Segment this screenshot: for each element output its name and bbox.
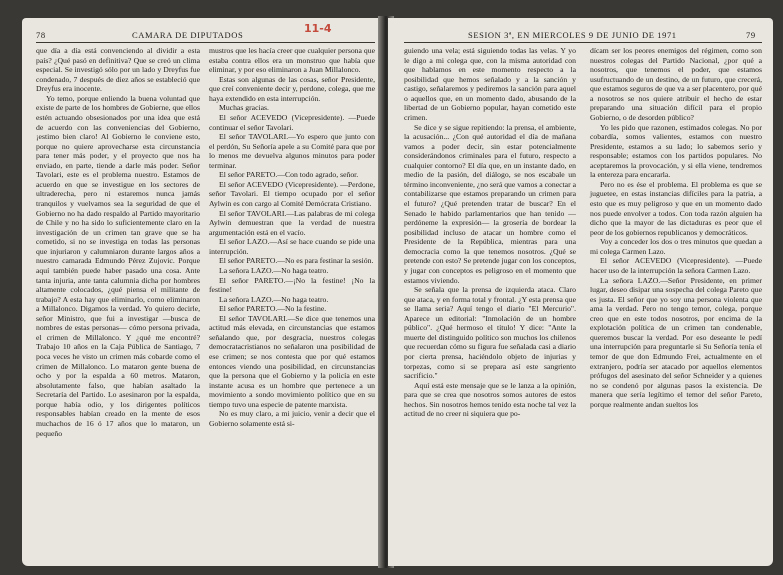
paragraph: El señor PARETO.—Con todo agrado, señor. — [219, 170, 359, 180]
header-rule — [404, 42, 762, 43]
paragraph: No es muy claro, a mi juicio, venir a decir que el Gobierno solamente está si- — [209, 409, 375, 428]
paragraph: El señor LAZO.—Así se hace cuando se pide una interrupción. — [209, 237, 375, 256]
right-column-1 — [404, 46, 576, 419]
paragraph: dícam ser los peores enemigos del régimen, como son nuestros colegas del Partido Nacional, ¿por qué a nosotros, que tenemos el poder, que estamos usufructuando de un destino, de un futuro, que crecerá, que estamos seguros de que va a ser placentero, por qué a nosotros se nos quiere atribuir el hecho de estar preparando una situación difícil para el propio Gobierno, o de desorden público? — [590, 46, 762, 122]
paragraph: El señor TAVOLARI.—Yo espero que junto con el perdón, Su Señoría apele a su Comité para que por lo menos me devuelva algunos minutos para poder terminar. — [209, 132, 375, 170]
paragraph: El señor TAVOLARI.—Las palabras de mi colega Aylwin demuestran que la verdad de nuestra argumentación está en el vacío. — [209, 208, 375, 237]
paragraph: El señor PARETO.—No es para festinar la sesión. — [219, 256, 374, 266]
right-page — [388, 18, 773, 566]
paragraph: Yo temo, porque enliendo la buena voluntad que existe de parte de los hombres de Gobierne, que ellos estén actuando obsesionados por una idea que está de acuerdo con las conveniencias del Gobierno, ¡estimo bien claro! Al Gobierno le conviene esto, porque no quiere aprovecharse esta circunstancia para tener más poder, y el proyecto que nos ha enviado, en parte, tiende a darle más poder. Señor Tavolari, este es el problema nuestro. Estamos de acuerdo en que se investigue en los sectores de ultraderecha, pero ni estaremos nunca jamás tranquilos y vuelvamos sea la seguridad de que el Gobierno no ha dado respaldo al Partido mayoritario de Chile y no ha sido lo suficientemente claro en la investigación de un crimen tan grave que se ha cometido, si no se investiga en todas las personas que injuriaron y calumniaron durante largos años a nuestro camarada Edmundo Pérez Zujovic. Porque aquí también puede haber pasado una cosa. Ante tanta injuria, ante tanta calumnia dicha por hombres altamente colocados, ¿qué piensa el militante de trabajo? A esta hay que eliminarlo, como eliminaron a Millalonco. Digamos la verdad. Yo quiero decirle, señor Ministro, que fui a investigar —busca de nombres de estas personas— cómo persona privada, el crimen de Millalonco. Y ¿qué me encontré? Trabajo 10 años en la Caja Pública de Santiago, 7 poca veces he visto un crimen más cobarde como el crimen de Millalonco. Lo mataron gente buena de ocho y por la espalda a 60 metros. Mataron, absolutamente falso, que habían asaltado la Secretaría del Partido. Lo asesinaron por la espalda, porque había odio, y los dirigentes políticos responsables habían creado en la mente de esos muchachos de 16 ó 17 años que lo mataron, un pequeño — [36, 93, 200, 438]
left-column-1 — [36, 46, 200, 438]
left-page — [22, 18, 384, 566]
handwritten-page-mark: 11-4 — [304, 22, 332, 35]
paragraph: Pero no es ése el problema. El problema es que se juguetee, en estas instancias difíciles para la patria, a esto que es muy peligroso y que en un momento dado nos puede envolver a todos. Con toda razón alguien ha dicho que la mayor de las dictaduras es peor que el peor de los gobiernos republicanos y democráticos. — [590, 179, 762, 237]
paragraph: Se señala que la prensa de izquierda ataca. Claro que ataca, y en forma total y frontal. ¿Y esta prensa que se llama seria? Aquí tengo el diario "El Mercurio". Aparece un editorial: "Inmolación de un hombre público". ¿Qué hermoso el título! Y dice: "Ante la muerte del distinguido político son muchos los chilenos que recuerdan cómo su figura fue señalada casi a diario por cierta prensa, haciéndolo objeto de injurias y torpezas, como si se prepara así este sangriento sacrificio." — [404, 285, 576, 381]
paragraph: La señora LAZO.—No haga teatro. — [219, 265, 329, 275]
right-running-head: SESION 3ª, EN MIERCOLES 9 DE JUNIO DE 1971 — [468, 30, 677, 40]
paragraph: Muchas gracias. — [219, 103, 269, 113]
paragraph: mustros que les hacía creer que cualquier persona que estaba contra ellos era un monstruo que había que eliminar, y por eso eliminaron a Juan Millalonco. — [209, 46, 375, 75]
paragraph: guiendo una vela; está siguiendo todas las velas. Y yo le digo a mi colega que, con la misma autoridad con que hablamos en este momento respecto a la posibilidad que hemos señalado y a la sanción y castigo, señalaremos y pediremos la sanción para aquel o aquellos que, en un momento dado, abusando de la libertad de un Gobierno popular, hayan cometido este crimen. — [404, 46, 576, 122]
paragraph: El señor ACEVEDO (Vicepresidente). —Puede continuar el señor Tavolari. — [209, 112, 375, 132]
paragraph: El señor ACEVEDO (Vicepresidente). —Puede hacer uso de la interrupción la señora Carmen Lazo. — [590, 256, 762, 275]
paragraph: La señora LAZO.—No haga teatro. — [219, 294, 329, 304]
left-column-2 — [209, 46, 375, 429]
left-running-head: CAMARA DE DIPUTADOS — [132, 30, 244, 40]
paragraph: Estas son algunas de las cosas, señor Presidente, que creí conveniente decir y, perdone, colega, que me haya extendido en esta interrupción. — [209, 74, 375, 103]
right-page-number: 79 — [746, 30, 756, 40]
paragraph: El señor ACEVEDO (Vicepresidente). —Perdone, señor Tavolari. El tiempo ocupado por el señor Aylwin es con cargo al Comité Demócrata Cristiano. — [209, 179, 375, 208]
paragraph: Yo les pido que razonen, estimados colegas. No por cobardía, somos valientes, estamos con nuestro Presidente, estamos a su lado; lo sabemos serio y responsable; estamos con los partidos populares. No aceptaremos la provocación, y si ella viene, tendremos la entereza para encararla. — [590, 122, 762, 180]
paragraph: Se dice y se sigue repitiendo: la prensa, el ambiente, la acusación... ¿Con qué autoridad el día de mañana vamos a poder decir, sin estar potencialmente considerándonos criminales para el futuro, respecto a cualquier contorno? El día que, en un instante dado, en medio de la pasión, del diálogo, se nos escabale un término inconveniente, ¿no será que vamos a conectar a contabilizarse que estamos preparando un crimen para el futuro? ¿Qué pretenden tratar de buscar? En el Senado le habido parlamentarios que han tenido —perdóneme la expresión— la grosería de bordear la posibilidad incluso de atacar un hombre como el Presidente de la República, mientras para una democracia como la que tenemos nosotros. ¿Qué se pretende con esto? Se pretende jugar con los conceptos, y jugar con conceptos es peligroso en el momento que estamos viviendo. — [404, 122, 576, 285]
paragraph: El señor TAVOLARI.—Se dice que tenemos una actitud más elevada, en circunstancias que estamos señalando que, por desgracia, nuestros colegas democratacristianos no señalaron una posibilidad de ese crimen; se nos contesta que por qué estamos entonces viendo una posibilidad, en circunstancias que la persona que el Gobierno y la policía en este instante acusa es un hombre que pertenece a un movimiento a sondo movimiento político que en su tiempo tuvo una especie de patente marxista. — [209, 313, 375, 409]
paragraph: Voy a conceder los dos o tres minutos que quedan a mi colega Carmen Lazo. — [590, 237, 762, 256]
paragraph: El señor PARETO.—No la festine. — [219, 304, 327, 314]
paragraph: El señor PARETO.—¡No la festine! ¡No la festine! — [209, 275, 375, 295]
paragraph: Aquí está este mensaje que se le lanza a la opinión, para que se crea que nosotros somos autores de estos hechos. Sin nosotros hemos tenido esta noche tal vez la actitud de no creer ni siquiera que po- — [404, 380, 576, 419]
left-page-number: 78 — [36, 30, 46, 40]
right-column-2 — [590, 46, 762, 409]
header-rule — [36, 42, 375, 43]
paragraph: La señora LAZO.—Señor Presidente, en primer lugar, deseo disipar una sospecha del colega Pareto que es justa. El señor que yo soy una persona violenta que ama la verdad. Pero no tengo temor, colega, porque creo que en este todos nosotros, por encima de la explotación política de un crimen tan condenable, queremos buscar la verdad. Por eso deseante le pedí una interrupción para preguntarle si Su Señoría tenía el temor de que don Edmundo Frei, actualmente en el extranjero, podría ser atacado por aquellos elementos prófugos del asesinato del señor Schneider y a quienes no se condenó por algunas pasos la existencia. De manera que sería legítimo el temor del señor Pareto, porque realmente andan sueltos los — [590, 275, 762, 409]
paragraph: que día a día está convenciendo al dividir a esta país? ¿Qué pasó en definitiva? Que se creó un clima especial. Se investigó sólo por un lado y Dreyfus fue condenado, 7 después de diez años se estableció que Dreyfus era inocente. — [36, 46, 200, 94]
